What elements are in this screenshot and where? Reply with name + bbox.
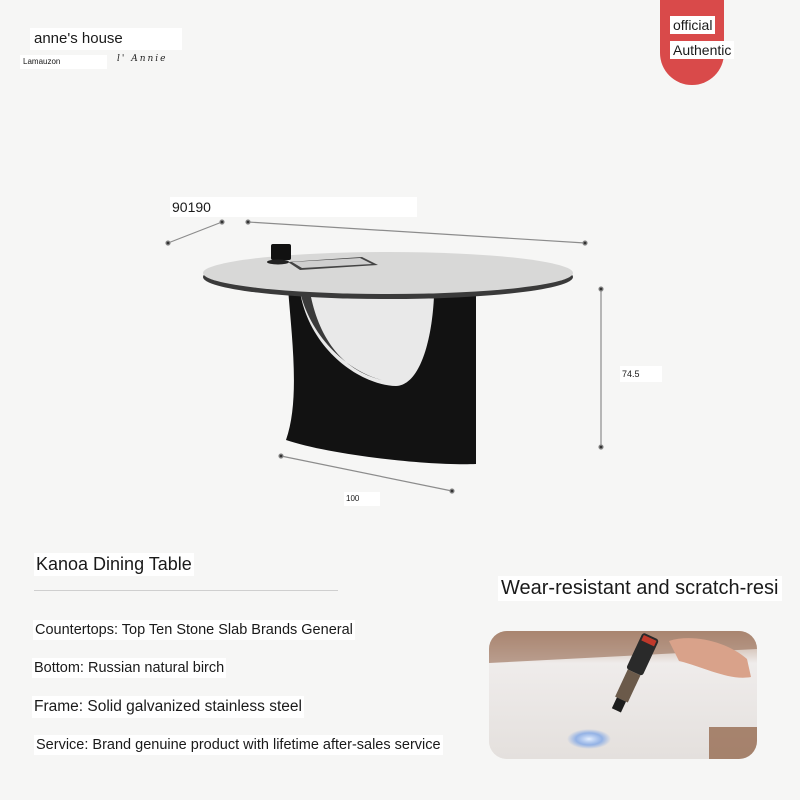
torch-photo-icon (489, 631, 757, 759)
length-dimension-dot-start (246, 220, 250, 224)
spec-countertops: Countertops: Top Ten Stone Slab Brands General (35, 622, 353, 638)
tabletop (203, 252, 573, 294)
depth-dimension-dot-start (166, 241, 170, 245)
brand-script: l' Annie (117, 54, 168, 64)
brand-title: anne's house (30, 28, 182, 50)
product-title: Kanoa Dining Table (36, 554, 192, 574)
spec-frame: Frame: Solid galvanized stainless steel (32, 696, 304, 718)
dimension-length-label: 90190 (170, 197, 417, 217)
height-dimension-dot-end (599, 445, 603, 449)
badge-official-label: official (670, 16, 715, 34)
spec-bottom: Bottom: Russian natural birch (34, 660, 225, 676)
length-dimension-dot-end (583, 241, 587, 245)
depth-dimension-line (168, 222, 222, 243)
dimension-height-label: 74.5 (620, 366, 662, 382)
base-dimension-dot-start (279, 454, 283, 458)
badge-authentic-label: Authentic (670, 41, 734, 59)
base-dimension-dot-end (450, 489, 454, 493)
height-dimension-dot-start (599, 287, 603, 291)
title-divider (34, 590, 338, 591)
dimension-base-label: 100 (344, 492, 380, 506)
feature-heading: Wear-resistant and scratch-resi (498, 576, 782, 601)
depth-dimension-dot-end (220, 220, 224, 224)
cup-icon (271, 244, 291, 260)
length-dimension-line (248, 222, 585, 243)
brand-subtitle: Lamauzon (20, 55, 107, 69)
spec-service: Service: Brand genuine product with lifetime after-sales service (36, 737, 441, 753)
